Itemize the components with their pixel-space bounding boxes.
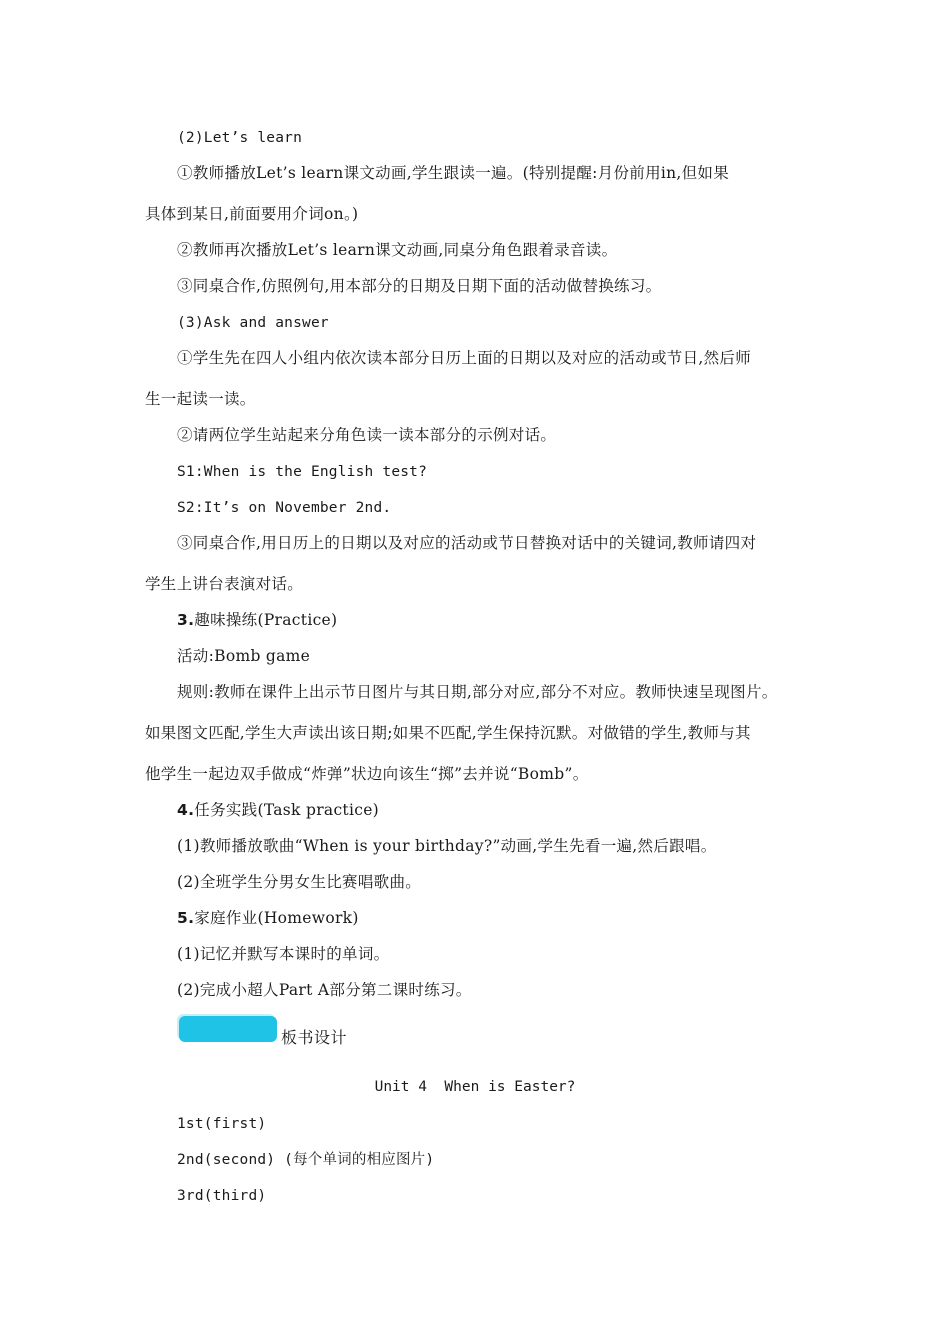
paragraph-line: 生一起读一读。 <box>145 390 256 408</box>
paragraph-line: 学生上讲台表演对话。 <box>145 575 304 593</box>
section-lets-learn: (2)Let’s learn <box>177 130 303 146</box>
board-row-second: 2nd(second) (每个单词的相应图片) <box>177 1152 435 1168</box>
board-title: Unit 4 When is Easter? <box>374 1079 576 1095</box>
paragraph-line: 活动:Bomb game <box>177 647 311 665</box>
paragraph-line: (1)教师播放歌曲“When is your birthday?”动画,学生先看一遍,然后跟唱。 <box>177 837 717 855</box>
paragraph-line: 具体到某日,前面要用介词on。) <box>145 205 359 223</box>
paragraph-line: (2)完成小超人Part A部分第二课时练习。 <box>177 981 472 999</box>
paragraph-line: ②教师再次播放Let’s learn课文动画,同桌分角色跟着录音读。 <box>177 241 618 259</box>
board-row-third: 3rd(third) <box>177 1188 267 1204</box>
dialogue-line-s2: S2:It’s on November 2nd. <box>177 500 392 516</box>
paragraph-line: ③同桌合作,仿照例句,用本部分的日期及日期下面的活动做替换练习。 <box>177 277 662 295</box>
paragraph-line: (1)记忆并默写本课时的单词。 <box>177 945 390 963</box>
paragraph-line: 如果图文匹配,学生大声读出该日期;如果不匹配,学生保持沉默。对做错的学生,教师与其 <box>145 724 751 742</box>
board-row-first: 1st(first) <box>177 1116 267 1132</box>
section-badge <box>179 1016 277 1042</box>
paragraph-line: ①学生先在四人小组内依次读本部分日历上面的日期以及对应的活动或节日,然后师 <box>177 349 752 367</box>
dialogue-line-s1: S1:When is the English test? <box>177 464 428 480</box>
board-design-heading: 板书设计 <box>281 1028 348 1047</box>
paragraph-line: ③同桌合作,用日历上的日期以及对应的活动或节日替换对话中的关键词,教师请四对 <box>177 534 757 552</box>
section-homework: 5.家庭作业(Homework) <box>177 909 359 927</box>
section-task-practice: 4.任务实践(Task practice) <box>177 801 380 819</box>
paragraph-line: (2)全班学生分男女生比赛唱歌曲。 <box>177 873 422 891</box>
section-practice: 3.趣味操练(Practice) <box>177 611 338 629</box>
paragraph-line: ①教师播放Let’s learn课文动画,学生跟读一遍。(特别提醒:月份前用in,但如果 <box>177 164 730 182</box>
paragraph-line: 规则:教师在课件上出示节日图片与其日期,部分对应,部分不对应。教师快速呈现图片。 <box>177 683 778 701</box>
paragraph-line: 他学生一起边双手做成“炸弹”状边向该生“掷”去并说“Bomb”。 <box>145 765 589 783</box>
section-ask-and-answer: (3)Ask and answer <box>177 315 329 331</box>
paragraph-line: ②请两位学生站起来分角色读一读本部分的示例对话。 <box>177 426 557 444</box>
